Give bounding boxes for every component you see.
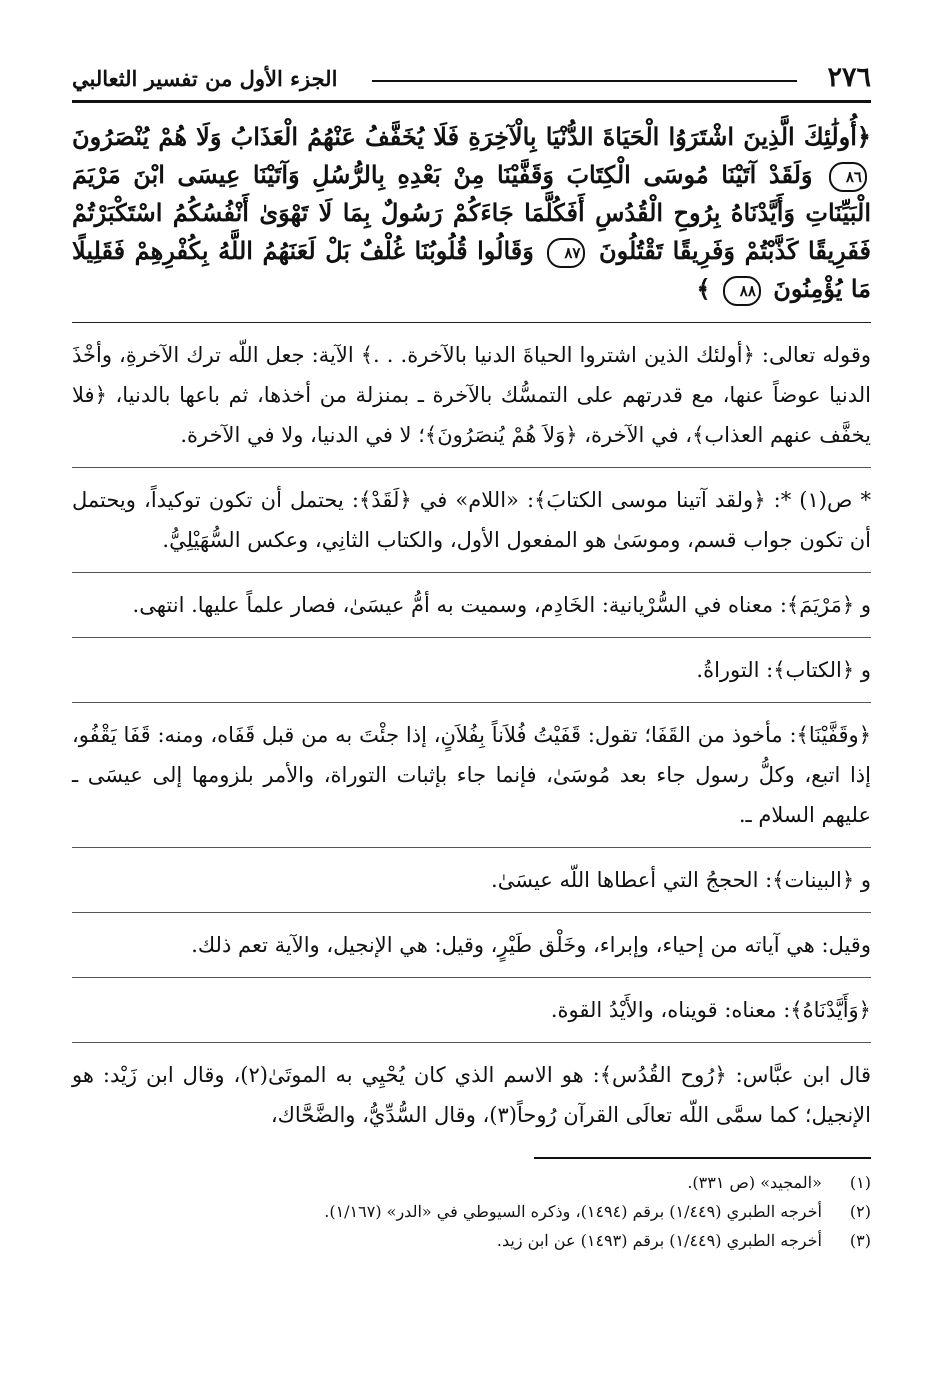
page-number: ٢٧٦ [827, 62, 871, 93]
footnote-text: أخرجه الطبري (١/٤٤٩) برقم (١٤٩٣) عن ابن زيد. [496, 1231, 822, 1250]
paragraph-5: ﴿وقَفَّيْنَا﴾: مأخوذ من القَفَا؛ تقول: قَفَيْتُ فُلاَناً بِفُلاَنٍ، إذا جئْتَ به من قبل قَفَاه، ومنه: قَفَا يَقْفُو، إذا اتبع، وكلُّ رسول جاء بعد مُوسَىٰ، فإنما جاء بإثبات التوراة، والأمر بلزومها إلى عيسَى ـ عليهم السلام ـ. [72, 723, 871, 827]
paragraph-2: * ص(١) *: ﴿ولقد آتينا موسى الكتابَ﴾: «اللام» في ﴿لَقَدْ﴾: يحتمل أن تكون توكيداً، ويحتمل أن تكون جواب قسم، وموسَىٰ هو المفعول الأول، والكتاب الثانِي، وعكس السُّهَيْلِيُّ. [72, 488, 871, 552]
paragraph-divider [72, 637, 871, 638]
paragraph-divider [72, 572, 871, 573]
paragraph-divider [72, 1042, 871, 1043]
header-divider [72, 100, 871, 103]
paragraph-divider [72, 467, 871, 468]
page-header [72, 62, 871, 98]
footnote-1 [72, 1168, 871, 1197]
verse-86: ﴿أُولَٰئِكَ الَّذِينَ اشْتَرَوُا الْحَيَاةَ الدُّنْيَا بِالْآخِرَةِ فَلَا يُخَفَّفُ عَنْهُمُ الْعَذَابُ وَلَا هُمْ يُنْصَرُونَ [72, 122, 871, 151]
ayah-number-87: ٨٧ [547, 238, 585, 268]
paragraph-divider [72, 847, 871, 848]
running-title: الجزء الأول من تفسير الثعالبي [72, 66, 338, 91]
verse-88: وَقَالُوا قُلُوبُنَا غُلْفٌ بَلْ لَعَنَهُمُ اللَّهُ بِكُفْرِهِمْ فَقَلِيلًا مَا يُؤْمِنُونَ [72, 236, 871, 303]
footnote-3 [72, 1226, 871, 1255]
paragraph-1: وقوله تعالى: ﴿أولئك الذين اشتروا الحياةَ الدنيا بالآخرة. . .﴾ الآية: جعل اللّه ترك الآخرةِ، وأخْذَ الدنيا عوضاً عنها، مع قدرتهم على التمسُّك بالآخرة ـ بمنزلة من أخذها، ثم باعها بالدنيا، ﴿فلا يخفَّف عنهم العذاب﴾، في الآخرة، ﴿وَلاَ هُمْ يُنصَرُونَ﴾؛ لا في الدنيا، ولا في الآخرة. [72, 343, 871, 447]
ayah-number-86: ٨٦ [829, 162, 867, 192]
paragraph-6: و ﴿البينات﴾: الحججُ التي أعطاها اللّه عيسَىٰ. [491, 868, 871, 892]
paragraph-divider [72, 912, 871, 913]
ayah-number-88: ٨٨ [723, 276, 761, 306]
paragraph-7: وقيل: هي آياته من إحياء، وإبراء، وخَلْق طَيْرٍ، وقيل: هي الإنجيل، والآية تعم ذلك. [191, 933, 871, 957]
commentary [72, 335, 871, 1135]
footnote-divider [534, 1157, 871, 1159]
footnotes [72, 1168, 871, 1255]
quran-verses [72, 118, 871, 308]
section-divider [72, 322, 871, 323]
footnote-number: (٢) [849, 1202, 871, 1221]
paragraph-divider [72, 977, 871, 978]
footnote-2 [72, 1197, 871, 1226]
paragraph-4: و ﴿الكتاب﴾: التوراةُ. [696, 658, 871, 682]
header-rule [372, 80, 797, 82]
footnote-number: (١) [849, 1173, 871, 1192]
footnote-text: أخرجه الطبري (١/٤٤٩) برقم (١٤٩٤)، وذكره السيوطي في «الدر» (١/١٦٧). [324, 1202, 822, 1221]
paragraph-3: و ﴿مَرْيَمَ﴾: معناه في السُّرْيانية: الخَادِم، وسميت به أمُّ عيسَىٰ، فصار علماً عليها. انتهى. [132, 593, 871, 617]
paragraph-9: قال ابن عبَّاس: ﴿رُوح القُدُس﴾: هو الاسم الذي كان يُحْيِي به الموتَىٰ(٢)، وقال ابن زَيْد: هو الإنجيل؛ كما سمَّى اللّه تعالَى القرآن رُوحاً(٣)، وقال السُّدِّيُّ، والضَّحَّاك، [72, 1063, 871, 1127]
footnote-number: (٣) [849, 1231, 871, 1250]
paragraph-8: ﴿وَأَيَّدْنَاهُ﴾: معناه: قويناه، والأَيْدُ القوة. [550, 998, 871, 1022]
footnote-text: «المجيد» (ص ٣٣١). [687, 1173, 822, 1192]
verse-87: وَلَقَدْ آتَيْنَا مُوسَى الْكِتَابَ وَقَفَّيْنَا مِنْ بَعْدِهِ بِالرُّسُلِ وَآتَيْنَا عِيسَى ابْنَ مَرْيَمَ الْبَيِّنَاتِ وَأَيَّدْنَاهُ بِرُوحِ الْقُدُسِ أَفَكُلَّمَا جَاءَكُمْ رَسُولٌ بِمَا لَا تَهْوَىٰ أَنْفُسُكُمُ اسْتَكْبَرْتُمْ فَفَرِيقًا كَذَّبْتُمْ وَفَرِيقًا تَقْتُلُونَ [72, 160, 872, 265]
main-content [72, 118, 871, 1135]
paragraph-divider [72, 702, 871, 703]
closing-bracket: ﴾ [696, 274, 711, 303]
